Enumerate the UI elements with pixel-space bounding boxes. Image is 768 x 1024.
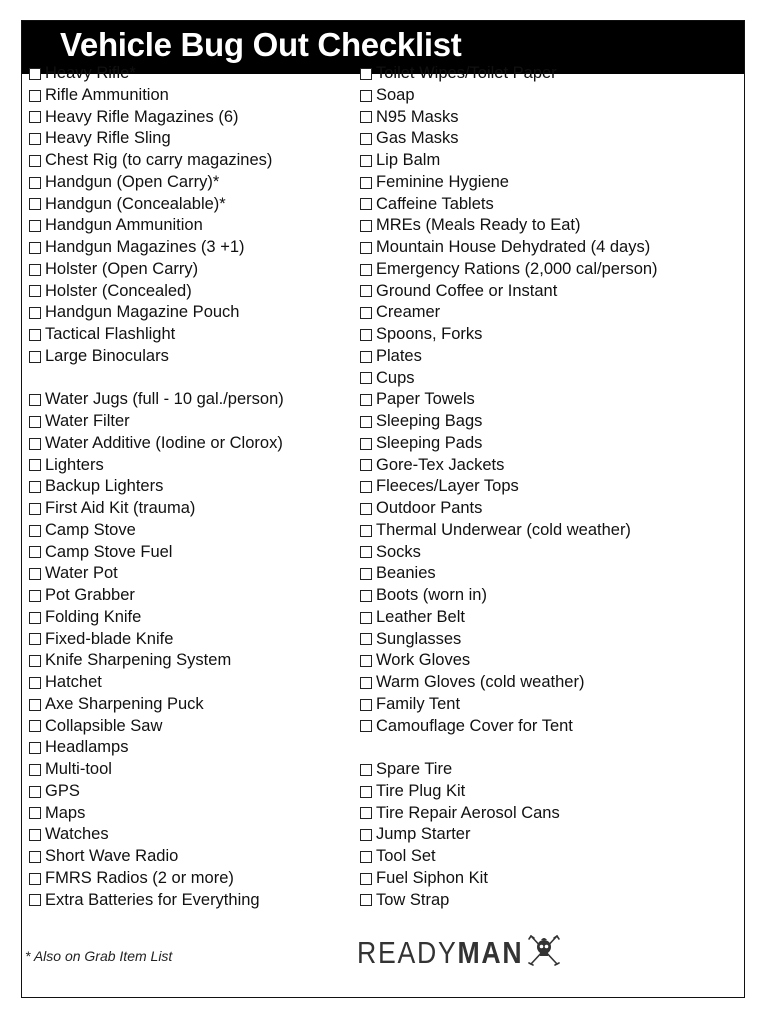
checkbox-icon[interactable]	[360, 851, 372, 863]
checklist-item-label: Fleeces/Layer Tops	[376, 477, 519, 496]
checklist-item	[29, 302, 284, 324]
brand-ready: READY	[357, 935, 458, 970]
checkbox-icon[interactable]	[360, 372, 372, 384]
checkbox-icon[interactable]	[29, 807, 41, 819]
checklist-item-label: First Aid Kit (trauma)	[45, 499, 196, 517]
checklist-item	[29, 585, 284, 607]
checklist-item	[29, 650, 284, 672]
checklist-item-label: Water Jugs (full - 10 gal./person)	[45, 390, 284, 409]
checklist-item-label: Sleeping Pads	[376, 433, 483, 452]
checkbox-icon[interactable]	[29, 481, 41, 493]
checklist-item-label: Lighters	[45, 455, 104, 474]
page-title: Vehicle Bug Out Checklist	[60, 26, 462, 63]
checklist-item-label: Tire Repair Aerosol Cans	[376, 803, 560, 822]
checklist-item-label: Tactical Flashlight	[45, 325, 176, 343]
checkbox-icon[interactable]	[360, 633, 372, 645]
checkbox-icon[interactable]	[29, 394, 41, 406]
checklist-item	[29, 498, 284, 520]
checklist-item	[29, 824, 284, 846]
checklist-item	[29, 694, 284, 716]
checklist-item	[360, 694, 658, 716]
checklist-item	[29, 846, 284, 868]
checklist-item	[29, 237, 284, 259]
checklist-item-label: Heavy Rifle Magazines (6)	[45, 107, 239, 126]
checkbox-icon[interactable]	[360, 786, 372, 798]
checklist-item-label: Toilet Wipes/Toilet Paper	[376, 64, 557, 82]
section-spacer	[29, 368, 284, 390]
checklist-item	[29, 520, 284, 542]
checklist-item	[29, 672, 284, 694]
checklist-item	[360, 237, 658, 259]
checklist-item-label: Socks	[376, 542, 421, 561]
checklist-item-label: Chest Rig (to carry magazines)	[45, 151, 273, 169]
checkbox-icon[interactable]	[29, 873, 41, 885]
checkbox-icon[interactable]	[360, 242, 372, 254]
checkbox-icon[interactable]	[29, 177, 41, 189]
checklist-item	[29, 411, 284, 433]
checklist-item	[360, 172, 658, 194]
checklist-item	[29, 259, 284, 281]
checklist-item	[360, 302, 658, 324]
checklist-item	[29, 85, 284, 107]
checklist-item-label: Headlamps	[45, 738, 129, 757]
checklist-item-label: Hatchet	[45, 673, 102, 691]
checkbox-icon[interactable]	[29, 546, 41, 558]
checkbox-icon[interactable]	[360, 329, 372, 341]
checklist-item-label: Tool Set	[376, 847, 436, 865]
checklist-item	[29, 607, 284, 629]
checkbox-icon[interactable]	[360, 568, 372, 580]
checklist-item-label: Sleeping Bags	[376, 412, 483, 430]
checklist-item	[29, 781, 284, 803]
checklist-item-label: Cups	[376, 368, 415, 387]
checkbox-icon[interactable]	[360, 829, 372, 841]
checklist-item	[360, 868, 658, 890]
checklist-item	[360, 650, 658, 672]
checklist-item-label: Lip Balm	[376, 151, 441, 169]
checkbox-icon[interactable]	[360, 699, 372, 711]
checklist-item	[29, 346, 284, 368]
checkbox-icon[interactable]	[29, 329, 41, 341]
checkbox-icon[interactable]	[360, 68, 372, 80]
checklist-item-label: Axe Sharpening Puck	[45, 694, 204, 713]
checklist-item	[29, 737, 284, 759]
checklist-item-label: Work Gloves	[376, 651, 471, 670]
checklist-item-label: Thermal Underwear (cold weather)	[376, 520, 631, 539]
checklist-item	[29, 890, 284, 912]
checkbox-icon[interactable]	[29, 416, 41, 428]
checklist-item	[360, 476, 658, 498]
checklist-item-label: Water Additive (Iodine or Clorox)	[45, 433, 283, 452]
checklist-item	[360, 411, 658, 433]
checklist-item-label: Fixed-blade Knife	[45, 629, 174, 648]
checkbox-icon[interactable]	[360, 220, 372, 232]
checkbox-icon[interactable]	[360, 873, 372, 885]
checklist-item	[360, 324, 658, 346]
checklist-item	[360, 215, 658, 237]
checkbox-icon[interactable]	[29, 503, 41, 515]
checklist-item-label: Camouflage Cover for Tent	[376, 716, 573, 735]
checklist-item	[360, 259, 658, 281]
checkbox-icon[interactable]	[29, 894, 41, 906]
checklist-item-label: Emergency Rations (2,000 cal/person)	[376, 259, 658, 278]
checklist-item-label: Creamer	[376, 303, 441, 322]
checklist-item-label: Handgun Magazine Pouch	[45, 303, 240, 322]
checklist-item-label: Leather Belt	[376, 607, 465, 626]
checkbox-icon[interactable]	[29, 677, 41, 689]
checkbox-icon[interactable]	[360, 894, 372, 906]
checkbox-icon[interactable]	[29, 264, 41, 276]
checkbox-icon[interactable]	[29, 242, 41, 254]
checklist-item	[360, 607, 658, 629]
checklist-item-label: Plates	[376, 346, 422, 365]
checkbox-icon[interactable]	[29, 633, 41, 645]
checklist-item	[29, 63, 284, 85]
checkbox-icon[interactable]	[360, 90, 372, 102]
checkbox-icon[interactable]	[360, 264, 372, 276]
brand-man: MAN	[457, 935, 524, 970]
checklist-item	[360, 346, 658, 368]
checklist-item-label: Family Tent	[376, 694, 461, 713]
checklist-item-label: Extra Batteries for Everything	[45, 890, 260, 909]
checklist-item-label: Handgun Ammunition	[45, 216, 203, 235]
checklist-item-label: Pot Grabber	[45, 586, 135, 604]
checklist-item-label: Handgun Magazines (3 +1)	[45, 238, 245, 256]
checkbox-icon[interactable]	[360, 655, 372, 667]
checklist-item-label: Jump Starter	[376, 825, 471, 844]
checklist-item	[360, 629, 658, 651]
checklist-item	[29, 455, 284, 477]
checklist-item	[29, 194, 284, 216]
checklist-item	[360, 585, 658, 607]
checklist-item-label: Mountain House Dehydrated (4 days)	[376, 238, 651, 256]
checklist-item	[29, 281, 284, 303]
checkbox-icon[interactable]	[360, 177, 372, 189]
checklist-item-label: Heavy Rifle*	[45, 64, 136, 82]
brand-wordmark	[357, 935, 523, 971]
right-checklist-column	[360, 63, 658, 911]
checklist-item	[360, 128, 658, 150]
checklist-item	[29, 324, 284, 346]
checkbox-icon[interactable]	[29, 720, 41, 732]
checklist-item	[29, 563, 284, 585]
checkbox-icon[interactable]	[29, 459, 41, 471]
checklist-item-label: Water Pot	[45, 564, 118, 583]
checklist-item-label: Fuel Siphon Kit	[376, 868, 488, 887]
checkbox-icon[interactable]	[360, 764, 372, 776]
checkbox-icon[interactable]	[29, 133, 41, 145]
checklist-item-label: Holster (Open Carry)	[45, 259, 199, 278]
checklist-item	[360, 281, 658, 303]
checklist-item-label: Multi-tool	[45, 760, 112, 778]
checkbox-icon[interactable]	[29, 198, 41, 210]
checklist-item	[29, 128, 284, 150]
checklist-item	[360, 520, 658, 542]
checkbox-icon[interactable]	[29, 786, 41, 798]
checklist-item-label: Sunglasses	[376, 629, 462, 648]
checklist-item	[360, 759, 658, 781]
checklist-item-label: Tire Plug Kit	[376, 781, 466, 800]
checkbox-icon[interactable]	[29, 764, 41, 776]
checkbox-icon[interactable]	[29, 285, 41, 297]
checklist-item-label: N95 Masks	[376, 107, 459, 126]
checklist-item-label: Water Filter	[45, 412, 130, 430]
checkbox-icon[interactable]	[360, 438, 372, 450]
checkbox-icon[interactable]	[29, 829, 41, 841]
checkbox-icon[interactable]	[29, 851, 41, 863]
checkbox-icon[interactable]	[360, 612, 372, 624]
checklist-item	[360, 368, 658, 390]
checkbox-icon[interactable]	[29, 438, 41, 450]
checklist-item	[360, 498, 658, 520]
checklist-item	[29, 542, 284, 564]
checklist-item-label: Handgun (Concealable)*	[45, 194, 226, 213]
checkbox-icon[interactable]	[29, 590, 41, 602]
checkbox-icon[interactable]	[29, 307, 41, 319]
checklist-item-label: Maps	[45, 803, 86, 822]
checkbox-icon[interactable]	[29, 90, 41, 102]
checkbox-icon[interactable]	[360, 525, 372, 537]
checklist-item-label: Gore-Tex Jackets	[376, 455, 505, 474]
checklist-item-label: Gas Masks	[376, 129, 459, 148]
checkbox-icon[interactable]	[29, 655, 41, 667]
checkbox-icon[interactable]	[360, 807, 372, 819]
checklist-item-label: Soap	[376, 85, 415, 104]
checklist-item	[360, 107, 658, 129]
checklist-item	[360, 389, 658, 411]
checklist-item	[360, 846, 658, 868]
checklist-item-label: MREs (Meals Ready to Eat)	[376, 216, 581, 235]
checkbox-icon[interactable]	[360, 720, 372, 732]
checklist-item-label: GPS	[45, 781, 80, 800]
checklist-item-label: Camp Stove	[45, 520, 136, 539]
checklist-item-label: Knife Sharpening System	[45, 651, 232, 670]
checkbox-icon[interactable]	[29, 568, 41, 580]
checklist-item-label: Tow Strap	[376, 890, 450, 909]
checklist-item	[360, 194, 658, 216]
checklist-item	[29, 716, 284, 738]
checkbox-icon[interactable]	[360, 351, 372, 363]
checkbox-icon[interactable]	[360, 677, 372, 689]
checkbox-icon[interactable]	[360, 285, 372, 297]
checklist-item	[29, 803, 284, 825]
checklist-item	[360, 63, 658, 85]
checklist-item	[360, 824, 658, 846]
checkbox-icon[interactable]	[360, 133, 372, 145]
checkbox-icon[interactable]	[360, 198, 372, 210]
checklist-item	[360, 85, 658, 107]
checklist-item	[29, 150, 284, 172]
checkbox-icon[interactable]	[29, 220, 41, 232]
checklist-item	[360, 781, 658, 803]
skull-logo-icon	[526, 932, 562, 968]
checklist-item-label: Feminine Hygiene	[376, 172, 509, 191]
checklist-item	[29, 433, 284, 455]
checkbox-icon[interactable]	[29, 155, 41, 167]
checkbox-icon[interactable]	[360, 394, 372, 406]
checklist-item-label: Boots (worn in)	[376, 586, 487, 604]
checkbox-icon[interactable]	[29, 68, 41, 80]
checkbox-icon[interactable]	[29, 525, 41, 537]
checklist-item-label: Collapsible Saw	[45, 716, 163, 735]
footnote: * Also on Grab Item List	[25, 948, 173, 964]
checklist-item-label: Watches	[45, 825, 109, 844]
checkbox-icon[interactable]	[360, 459, 372, 471]
checkbox-icon[interactable]	[360, 503, 372, 515]
checklist-item	[360, 890, 658, 912]
checkbox-icon[interactable]	[360, 155, 372, 167]
checklist-item	[360, 433, 658, 455]
checklist-item-label: Short Wave Radio	[45, 847, 179, 865]
checklist-item-label: Handgun (Open Carry)*	[45, 172, 220, 191]
checklist-item-label: Caffeine Tablets	[376, 194, 494, 213]
checklist-item-label: Ground Coffee or Instant	[376, 281, 558, 300]
checklist-item	[29, 476, 284, 498]
checklist-item-label: Warm Gloves (cold weather)	[376, 673, 585, 691]
checkbox-icon[interactable]	[360, 307, 372, 319]
checklist-item	[360, 542, 658, 564]
checklist-item	[29, 172, 284, 194]
checkbox-icon[interactable]	[360, 481, 372, 493]
checklist-item-label: Large Binoculars	[45, 346, 169, 365]
checklist-item	[360, 455, 658, 477]
checklist-item-label: Spare Tire	[376, 760, 453, 778]
checklist-item	[360, 150, 658, 172]
checklist-item-label: Camp Stove Fuel	[45, 542, 173, 561]
checklist-item	[360, 716, 658, 738]
checklist-item	[29, 215, 284, 237]
checklist-item-label: Heavy Rifle Sling	[45, 129, 171, 148]
checklist-item	[360, 563, 658, 585]
checklist-item-label: Backup Lighters	[45, 477, 164, 496]
checkbox-icon[interactable]	[360, 416, 372, 428]
checklist-item-label: Beanies	[376, 564, 436, 583]
checklist-item	[360, 803, 658, 825]
checklist-item-label: Rifle Ammunition	[45, 85, 169, 104]
section-spacer	[360, 737, 658, 759]
checklist-item	[29, 629, 284, 651]
checkbox-icon[interactable]	[29, 111, 41, 123]
checkbox-icon[interactable]	[29, 699, 41, 711]
checklist-item-label: Holster (Concealed)	[45, 281, 192, 300]
checklist-item-label: Spoons, Forks	[376, 325, 483, 343]
checklist-item	[29, 389, 284, 411]
checklist-item-label: Outdoor Pants	[376, 499, 483, 517]
checklist-item	[29, 107, 284, 129]
checkbox-icon[interactable]	[360, 546, 372, 558]
checklist-item-label: FMRS Radios (2 or more)	[45, 868, 234, 887]
checkbox-icon[interactable]	[29, 612, 41, 624]
checkbox-icon[interactable]	[360, 111, 372, 123]
checklist-item	[29, 868, 284, 890]
checkbox-icon[interactable]	[360, 590, 372, 602]
checklist-item	[29, 759, 284, 781]
checklist-item-label: Paper Towels	[376, 390, 475, 409]
left-checklist-column	[29, 63, 284, 911]
checklist-item-label: Folding Knife	[45, 607, 142, 626]
checklist-item	[360, 672, 658, 694]
checkbox-icon[interactable]	[29, 351, 41, 363]
checkbox-icon[interactable]	[29, 742, 41, 754]
